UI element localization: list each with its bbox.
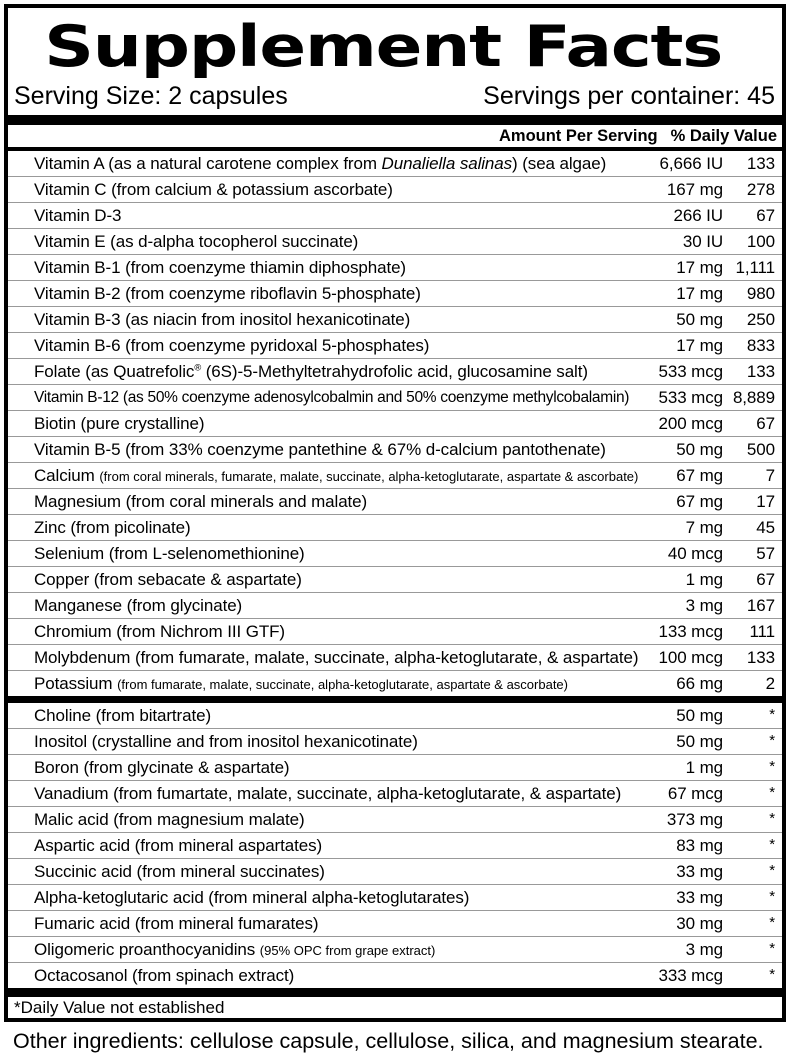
ingredient-name: Vitamin C (from calcium & potassium ascorbate)	[34, 179, 393, 199]
table-row	[8, 936, 782, 962]
ingredient-name: Choline (from bitartrate)	[34, 705, 212, 725]
daily-value: 2	[765, 673, 775, 693]
ingredient-name: Vitamin B-3 (as niacin from inositol hexanicotinate)	[34, 309, 411, 329]
daily-value	[723, 940, 775, 960]
asterisk: *	[769, 913, 775, 931]
ingredient-name: Calcium (from coral minerals, fumarate, malate, succinate, alpha-ketoglutarate, aspartate & ascorbate)	[34, 465, 639, 485]
table-row	[8, 644, 782, 670]
divider-bar-thick	[8, 115, 782, 125]
ingredient-name: Vitamin B-2 (from coenzyme riboflavin 5-phosphate)	[34, 283, 421, 303]
amount-value: 533 mcg	[658, 387, 723, 407]
amount-value: 50 mg	[676, 439, 723, 459]
daily-value: 67	[756, 413, 775, 433]
table-row	[8, 754, 782, 780]
ingredient-name: Vitamin B-12 (as 50% coenzyme adenosylcobalmin and 50% coenzyme methylcobalamin)	[34, 388, 630, 406]
daily-value: 133	[746, 647, 775, 667]
daily-value: 100	[746, 231, 775, 251]
daily-value	[723, 810, 775, 830]
daily-value: 250	[746, 309, 775, 329]
ingredient-name: Alpha-ketoglutaric acid (from mineral alpha-ketoglutarates)	[34, 887, 470, 907]
table-row	[8, 566, 782, 592]
servings-per-container-text: Servings per container: 45	[483, 82, 775, 110]
daily-value: 1,111	[735, 257, 775, 277]
amount-value: 333 mcg	[658, 965, 723, 985]
daily-value	[723, 732, 775, 752]
amount-value: 67 mg	[676, 491, 723, 511]
amount-per-serving-header: Amount Per Serving	[498, 126, 658, 145]
section-divider-bar	[8, 696, 782, 703]
daily-value	[723, 784, 775, 804]
asterisk: *	[769, 887, 775, 905]
ingredient-name: Vitamin B-1 (from coenzyme thiamin diphosphate)	[34, 257, 406, 277]
daily-value: 833	[746, 335, 775, 355]
asterisk: *	[769, 939, 775, 957]
amount-value: 200 mcg	[658, 413, 723, 433]
amount-value: 40 mcg	[667, 543, 723, 563]
table-row	[8, 410, 782, 436]
ingredient-name: Manganese (from glycinate)	[34, 595, 243, 615]
amount-value: 50 mg	[676, 309, 723, 329]
daily-value-footnote: *Daily Value not established	[14, 997, 225, 1017]
asterisk: *	[769, 861, 775, 879]
table-row	[8, 228, 782, 254]
table-row	[8, 332, 782, 358]
amount-value: 17 mg	[676, 257, 723, 277]
asterisk: *	[769, 835, 775, 853]
asterisk: *	[769, 783, 775, 801]
daily-value	[723, 966, 775, 986]
ingredient-name: Molybdenum (from fumarate, malate, succinate, alpha-ketoglutarate, & aspartate)	[34, 647, 639, 667]
asterisk: *	[769, 809, 775, 827]
amount-value: 66 mg	[676, 673, 723, 693]
column-header-row	[8, 125, 782, 147]
daily-value: 167	[746, 595, 775, 615]
ingredient-name: Chromium (from Nichrom III GTF)	[34, 621, 285, 641]
ingredient-name: Aspartic acid (from mineral aspartates)	[34, 835, 323, 855]
amount-value: 17 mg	[676, 283, 723, 303]
table-row	[8, 306, 782, 332]
table-row	[8, 703, 782, 728]
asterisk: *	[769, 731, 775, 749]
ingredient-name: Fumaric acid (from mineral fumarates)	[34, 913, 319, 933]
ingredient-name: Vitamin B-6 (from coenzyme pyridoxal 5-phosphates)	[34, 335, 430, 355]
ingredient-name: Vitamin B-5 (from 33% coenzyme pantethine & 67% d-calcium pantothenate)	[34, 439, 606, 459]
amount-value: 50 mg	[676, 731, 723, 751]
daily-value: 111	[749, 621, 775, 641]
amount-value: 67 mcg	[667, 783, 723, 803]
daily-value: 57	[756, 543, 775, 563]
table-row	[8, 540, 782, 566]
table-row	[8, 202, 782, 228]
table-row	[8, 462, 782, 488]
daily-value	[723, 836, 775, 856]
asterisk: *	[769, 965, 775, 983]
daily-value	[723, 888, 775, 908]
amount-value: 167 mg	[666, 179, 723, 199]
daily-value: 500	[746, 439, 775, 459]
ingredient-name: Succinic acid (from mineral succinates)	[34, 861, 325, 881]
ingredient-name: Selenium (from L-selenomethionine)	[34, 543, 305, 563]
amount-value: 30 IU	[682, 231, 723, 251]
amount-value: 100 mcg	[658, 647, 723, 667]
serving-info-row	[8, 77, 782, 115]
daily-value	[723, 706, 775, 726]
amount-value: 30 mg	[676, 913, 723, 933]
ingredient-name: Octacosanol (from spinach extract)	[34, 965, 295, 985]
daily-value: 133	[746, 361, 775, 381]
table-row	[8, 176, 782, 202]
ingredient-name: Magnesium (from coral minerals and malate)	[34, 491, 368, 511]
amount-value: 3 mg	[685, 939, 723, 959]
footer-divider-bar	[8, 988, 782, 997]
daily-value: 17	[756, 491, 775, 511]
daily-value: 67	[756, 569, 775, 589]
daily-value	[723, 758, 775, 778]
table-row	[8, 254, 782, 280]
ingredient-name: Malic acid (from magnesium malate)	[34, 809, 305, 829]
ingredient-name: Biotin (pure crystalline)	[34, 413, 205, 433]
amount-value: 83 mg	[676, 835, 723, 855]
table-row	[8, 436, 782, 462]
ingredient-name: Inositol (crystalline and from inositol hexanicotinate)	[34, 731, 418, 751]
amount-value: 1 mg	[685, 757, 723, 777]
table-row	[8, 728, 782, 754]
other-ingredients-text: Other ingredients: cellulose capsule, cellulose, silica, and magnesium stearate.	[13, 1029, 764, 1053]
daily-value	[723, 862, 775, 882]
amount-value: 33 mg	[676, 887, 723, 907]
table-row	[8, 280, 782, 306]
amount-value: 266 IU	[673, 205, 723, 225]
amount-value: 373 mg	[666, 809, 723, 829]
amount-value: 3 mg	[685, 595, 723, 615]
amount-value: 1 mg	[685, 569, 723, 589]
daily-value: 133	[746, 153, 775, 173]
amount-value: 133 mcg	[658, 621, 723, 641]
ingredient-name: Zinc (from picolinate)	[34, 517, 191, 537]
table-row	[8, 618, 782, 644]
amount-value: 533 mcg	[658, 361, 723, 381]
ingredient-name: Potassium (from fumarate, malate, succinate, alpha-ketoglutarate, aspartate & ascorbate)	[34, 673, 568, 693]
amount-value: 17 mg	[676, 335, 723, 355]
amount-value: 67 mg	[676, 465, 723, 485]
ingredient-name: Copper (from sebacate & aspartate)	[34, 569, 302, 589]
table-row	[8, 384, 782, 410]
ingredient-name: Vitamin E (as d-alpha tocopherol succinate)	[34, 231, 359, 251]
other-nutrients-section	[8, 703, 782, 988]
daily-value: 8,889	[732, 387, 775, 407]
table-row	[8, 514, 782, 540]
daily-value	[723, 914, 775, 934]
table-row	[8, 592, 782, 618]
daily-value: 278	[746, 179, 775, 199]
daily-value: 45	[756, 517, 775, 537]
table-row	[8, 910, 782, 936]
daily-value: 7	[765, 465, 775, 485]
asterisk: *	[769, 705, 775, 723]
asterisk: *	[769, 757, 775, 775]
table-row	[8, 488, 782, 514]
ingredient-name: Vitamin A (as a natural carotene complex from Dunaliella salinas) (sea algae)	[34, 153, 607, 173]
ingredient-name: Oligomeric proanthocyanidins (95% OPC from grape extract)	[34, 939, 436, 959]
table-row	[8, 858, 782, 884]
ingredient-name: Vitamin D-3	[34, 205, 122, 225]
serving-size-text: Serving Size: 2 capsules	[14, 82, 288, 110]
table-row	[8, 151, 782, 176]
percent-daily-value-header: % Daily Value	[670, 126, 777, 145]
table-row	[8, 670, 782, 696]
table-row	[8, 358, 782, 384]
amount-value: 33 mg	[676, 861, 723, 881]
daily-value: 980	[746, 283, 775, 303]
ingredient-name: Vanadium (from fumartate, malate, succinate, alpha-ketoglutarate, & aspartate)	[34, 783, 622, 803]
table-row	[8, 884, 782, 910]
ingredient-name: Folate (as Quatrefolic® (6S)-5-Methyltetrahydrofolic acid, glucosamine salt)	[34, 361, 588, 381]
amount-value: 6,666 IU	[659, 153, 723, 173]
supplement-facts-panel	[4, 4, 786, 1022]
daily-value: 67	[756, 205, 775, 225]
amount-value: 50 mg	[676, 705, 723, 725]
amount-value: 7 mg	[685, 517, 723, 537]
table-row	[8, 806, 782, 832]
ingredient-name: Boron (from glycinate & aspartate)	[34, 757, 290, 777]
table-row	[8, 962, 782, 988]
panel-title: Supplement Facts	[44, 14, 723, 80]
vitamins-minerals-section	[8, 151, 782, 696]
table-row	[8, 832, 782, 858]
table-row	[8, 780, 782, 806]
